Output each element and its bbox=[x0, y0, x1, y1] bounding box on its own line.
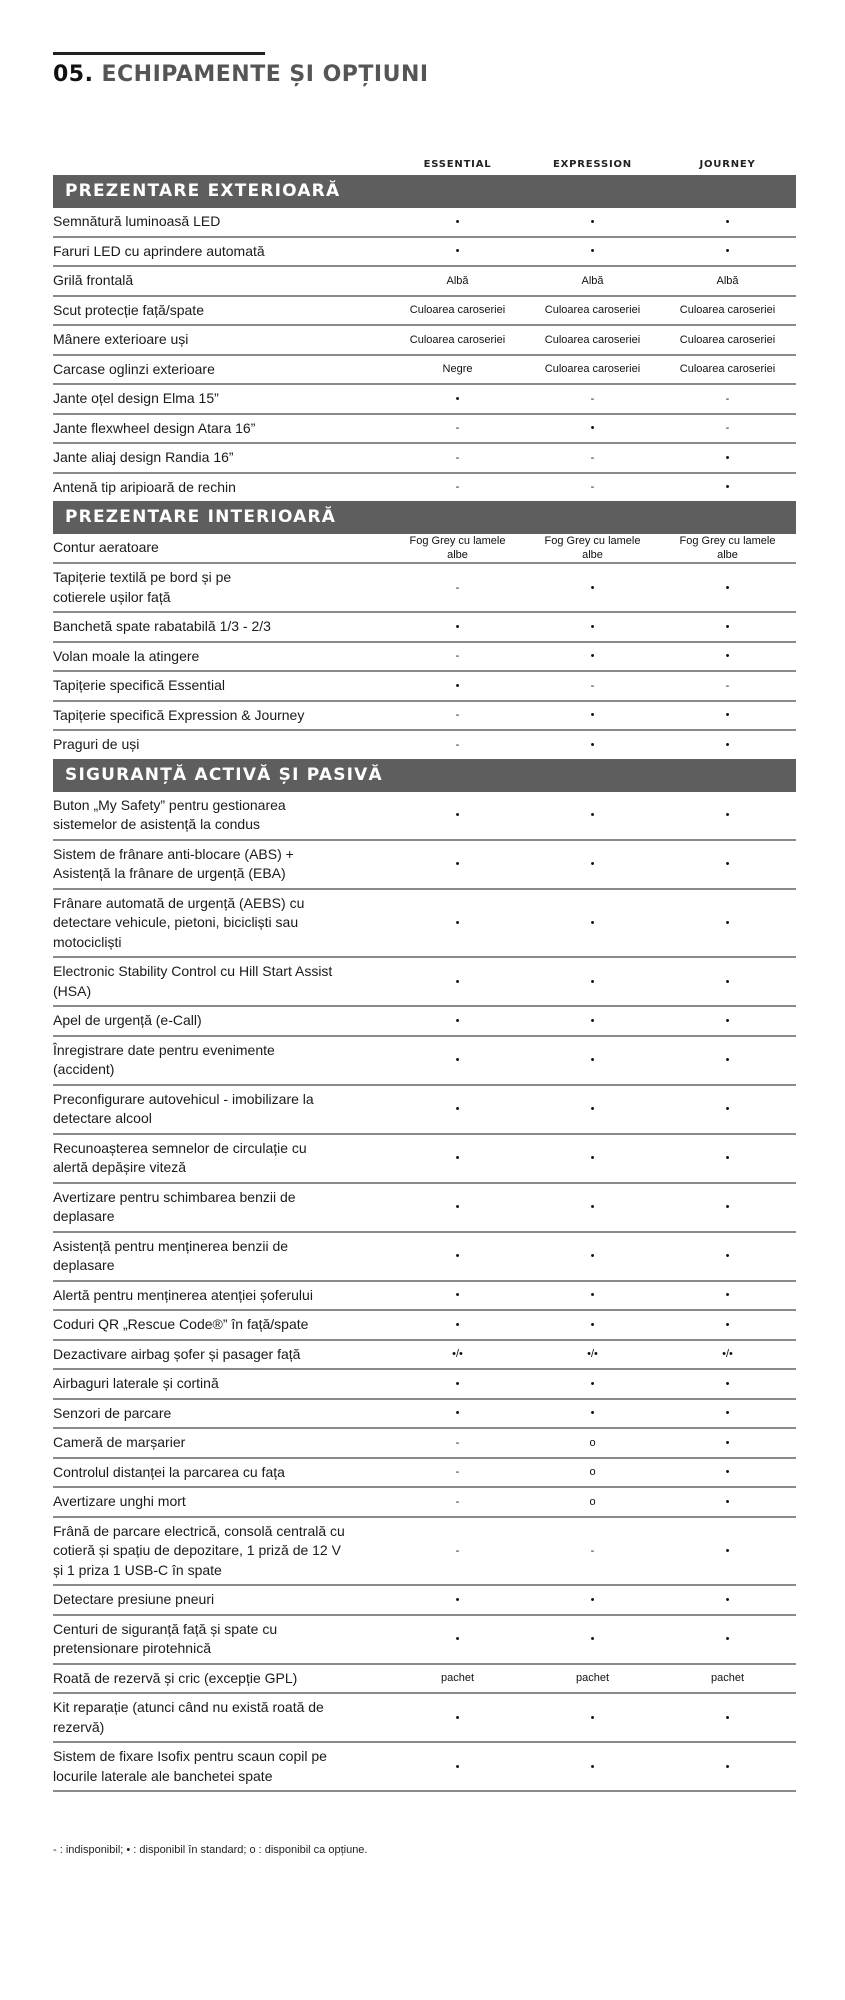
feature-value: • bbox=[590, 1711, 595, 1724]
feature-value: Culoarea caroseriei bbox=[409, 304, 506, 317]
feature-value: - bbox=[590, 392, 595, 405]
column-headers bbox=[53, 154, 796, 175]
feature-value: o bbox=[589, 1495, 596, 1508]
feature-value: • bbox=[725, 1250, 730, 1262]
feature-label: Praguri de uși bbox=[53, 736, 140, 752]
feature-label: Centuri de siguranță față și spate cu pretensionare pirotehnică bbox=[53, 1620, 278, 1656]
feature-value: • bbox=[590, 858, 595, 870]
feature-value: - bbox=[455, 1466, 460, 1479]
feature-value: • bbox=[590, 1152, 595, 1164]
feature-value: • bbox=[590, 975, 595, 988]
feature-label: Buton „My Safety” pentru gestionarea sistemelor de asistență la condus bbox=[53, 796, 286, 832]
feature-value: • bbox=[455, 809, 460, 821]
feature-value: • bbox=[725, 1014, 730, 1027]
feature-label: Contur aeratoare bbox=[53, 539, 159, 556]
table-row bbox=[53, 1086, 796, 1135]
feature-label: Coduri QR „Rescue Code®” în față/spate bbox=[53, 1316, 309, 1332]
feature-value: • bbox=[725, 1054, 730, 1066]
feature-value: • bbox=[455, 1103, 460, 1115]
feature-value: - bbox=[455, 422, 460, 435]
feature-value: - bbox=[725, 679, 730, 692]
section-header: PREZENTARE EXTERIOARĂ bbox=[53, 175, 796, 208]
feature-label: Faruri LED cu aprindere automată bbox=[53, 242, 265, 259]
feature-label: Asistență pentru menținerea benzii de deplasare bbox=[53, 1237, 289, 1273]
feature-label: Senzori de parcare bbox=[53, 1404, 172, 1421]
feature-value: • bbox=[725, 809, 730, 821]
feature-value: • bbox=[725, 1318, 730, 1331]
feature-value: - bbox=[455, 451, 460, 464]
feature-value: • bbox=[725, 738, 730, 751]
feature-value: • bbox=[590, 1201, 595, 1213]
feature-label: Avertizare unghi mort bbox=[53, 1493, 186, 1509]
table-row bbox=[53, 208, 796, 238]
feature-value: • bbox=[455, 1250, 460, 1262]
feature-label: Airbaguri laterale și cortină bbox=[53, 1375, 219, 1391]
feature-value: • bbox=[725, 1436, 730, 1449]
feature-value: • bbox=[590, 245, 595, 258]
feature-value: • bbox=[725, 481, 730, 494]
table-row bbox=[53, 1586, 796, 1616]
feature-value: Culoarea caroseriei bbox=[679, 363, 776, 376]
feature-value: Albă bbox=[716, 274, 739, 287]
table-row bbox=[53, 1233, 796, 1282]
table-row bbox=[53, 1665, 796, 1695]
feature-value: • bbox=[725, 1201, 730, 1213]
feature-label: Tapițerie specifică Essential bbox=[53, 677, 225, 693]
feature-value: • bbox=[455, 215, 460, 228]
table-row bbox=[53, 1282, 796, 1312]
feature-value: • bbox=[725, 581, 730, 594]
feature-value: • bbox=[455, 1593, 460, 1606]
table-row bbox=[53, 958, 796, 1007]
table-row bbox=[53, 1370, 796, 1400]
feature-value: • bbox=[725, 1711, 730, 1724]
feature-value: Culoarea caroseriei bbox=[679, 304, 776, 317]
feature-value: • bbox=[590, 1289, 595, 1302]
table-row bbox=[53, 643, 796, 673]
feature-label: Frână de parcare electrică, consolă centrală cu cotieră și spațiu de depozitare, 1 priză de 12 V și 1 priza 1 USB-C în spate bbox=[53, 1522, 345, 1578]
table-row bbox=[53, 841, 796, 890]
feature-value: pachet bbox=[575, 1672, 610, 1685]
feature-value: • bbox=[725, 1152, 730, 1164]
feature-label: Jante flexwheel design Atara 16” bbox=[53, 419, 256, 436]
table-row bbox=[53, 1135, 796, 1184]
feature-label: Jante aliaj design Randia 16” bbox=[53, 449, 234, 465]
table-row bbox=[53, 890, 796, 959]
feature-value: • bbox=[455, 1014, 460, 1027]
table-row bbox=[53, 1184, 796, 1233]
feature-value: •/• bbox=[452, 1348, 463, 1361]
feature-value: • bbox=[455, 916, 460, 929]
feature-value: - bbox=[455, 1544, 460, 1557]
feature-label: Controlul distanței la parcarea cu fața bbox=[53, 1463, 285, 1480]
feature-value: •/• bbox=[587, 1348, 598, 1361]
feature-value: Fog Grey cu lamele albe bbox=[544, 535, 641, 561]
table-row bbox=[53, 415, 796, 445]
table-row bbox=[53, 1311, 796, 1341]
feature-value: • bbox=[590, 1054, 595, 1066]
feature-label: Sistem de fixare Isofix pentru scaun copil pe locurile laterale ale banchetei spate bbox=[53, 1748, 327, 1784]
feature-value: Culoarea caroseriei bbox=[544, 333, 641, 346]
table-row bbox=[53, 385, 796, 415]
feature-label: Detectare presiune pneuri bbox=[53, 1591, 215, 1607]
feature-value: • bbox=[590, 620, 595, 633]
feature-value: • bbox=[725, 916, 730, 929]
feature-value: • bbox=[725, 245, 730, 258]
table-row bbox=[53, 1743, 796, 1792]
feature-value: • bbox=[455, 1633, 460, 1645]
section-number: 05. bbox=[53, 62, 94, 87]
table-row bbox=[53, 672, 796, 702]
table-row bbox=[53, 613, 796, 643]
feature-label: Înregistrare date pentru evenimente (accident) bbox=[53, 1041, 275, 1077]
feature-label: Preconfigurare autovehicul - imobilizare la detectare alcool bbox=[53, 1090, 314, 1126]
table-row bbox=[53, 702, 796, 732]
feature-value: - bbox=[590, 1544, 595, 1557]
feature-label: Volan moale la atingere bbox=[53, 647, 200, 664]
table-row bbox=[53, 534, 796, 564]
feature-value: - bbox=[455, 1495, 460, 1508]
feature-value: - bbox=[590, 679, 595, 692]
table-row bbox=[53, 474, 796, 502]
feature-value: • bbox=[455, 1289, 460, 1302]
section-title: ECHIPAMENTE ȘI OPȚIUNI bbox=[101, 62, 429, 87]
table-row bbox=[53, 1488, 796, 1518]
section-header: PREZENTARE INTERIOARĂ bbox=[53, 501, 796, 534]
feature-value: • bbox=[590, 1633, 595, 1645]
feature-value: • bbox=[455, 858, 460, 870]
feature-value: - bbox=[455, 650, 460, 663]
feature-label: Sistem de frânare anti-blocare (ABS) + Asistență la frânare de urgență (EBA) bbox=[53, 845, 294, 881]
legend-footnote: - : indisponibil; • : disponibil în standard; o : disponibil ca opțiune. bbox=[53, 1844, 368, 1856]
feature-value: • bbox=[590, 709, 595, 722]
feature-label: Grilă frontală bbox=[53, 272, 134, 288]
column-header-journey: JOURNEY bbox=[699, 159, 756, 170]
feature-value: • bbox=[455, 975, 460, 988]
feature-value: • bbox=[455, 1407, 460, 1420]
table-row bbox=[53, 356, 796, 386]
feature-value: • bbox=[590, 1250, 595, 1262]
feature-label: Banchetă spate rabatabilă 1/3 - 2/3 bbox=[53, 618, 271, 634]
feature-value: • bbox=[590, 1760, 595, 1773]
feature-value: • bbox=[725, 650, 730, 663]
feature-value: - bbox=[725, 422, 730, 435]
table-row bbox=[53, 297, 796, 327]
feature-value: pachet bbox=[710, 1672, 745, 1685]
feature-label: Tapițerie textilă pe bord și pe cotierele ușilor față bbox=[53, 569, 232, 605]
feature-label: Alertă pentru menținerea atenției șoferului bbox=[53, 1286, 313, 1303]
feature-label: Carcase oglinzi exterioare bbox=[53, 360, 215, 377]
feature-value: o bbox=[589, 1466, 596, 1479]
table-row bbox=[53, 1616, 796, 1665]
feature-value: Culoarea caroseriei bbox=[679, 333, 776, 346]
feature-value: - bbox=[590, 451, 595, 464]
feature-value: Culoarea caroseriei bbox=[544, 363, 641, 376]
table-row bbox=[53, 444, 796, 474]
feature-value: • bbox=[455, 245, 460, 258]
feature-value: • bbox=[590, 215, 595, 228]
feature-value: • bbox=[725, 1760, 730, 1773]
feature-value: - bbox=[590, 481, 595, 494]
feature-value: • bbox=[455, 1760, 460, 1773]
feature-value: o bbox=[589, 1436, 596, 1449]
feature-value: - bbox=[455, 481, 460, 494]
feature-value: • bbox=[725, 1407, 730, 1420]
feature-value: • bbox=[725, 451, 730, 464]
feature-value: • bbox=[725, 215, 730, 228]
feature-label: Apel de urgență (e-Call) bbox=[53, 1012, 202, 1028]
feature-value: •/• bbox=[722, 1348, 733, 1361]
table-row bbox=[53, 564, 796, 613]
feature-value: • bbox=[590, 581, 595, 594]
page-title bbox=[53, 62, 429, 87]
table-row bbox=[53, 1459, 796, 1489]
feature-value: • bbox=[725, 709, 730, 722]
section-header: SIGURANȚĂ ACTIVĂ ȘI PASIVĂ bbox=[53, 759, 796, 792]
feature-label: Scut protecție față/spate bbox=[53, 301, 204, 318]
feature-value: - bbox=[725, 392, 730, 405]
feature-value: • bbox=[590, 1593, 595, 1606]
table-row bbox=[53, 1518, 796, 1587]
feature-value: Culoarea caroseriei bbox=[544, 304, 641, 317]
feature-label: Electronic Stability Control cu Hill Start Assist (HSA) bbox=[53, 963, 333, 999]
feature-value: - bbox=[455, 581, 460, 594]
feature-value: • bbox=[590, 422, 595, 435]
column-header-essential: ESSENTIAL bbox=[423, 159, 492, 170]
feature-value: Culoarea caroseriei bbox=[409, 333, 506, 346]
column-header-expression: EXPRESSION bbox=[553, 159, 632, 170]
feature-value: • bbox=[590, 1103, 595, 1115]
feature-value: Albă bbox=[446, 274, 469, 287]
feature-value: • bbox=[725, 858, 730, 870]
feature-value: pachet bbox=[440, 1672, 475, 1685]
table-row bbox=[53, 1429, 796, 1459]
feature-value: • bbox=[725, 1544, 730, 1557]
feature-label: Cameră de marșarier bbox=[53, 1434, 186, 1450]
feature-value: Negre bbox=[442, 363, 473, 376]
feature-value: • bbox=[725, 1289, 730, 1302]
table-row bbox=[53, 1694, 796, 1743]
feature-label: Dezactivare airbag șofer și pasager față bbox=[53, 1345, 301, 1362]
table-row bbox=[53, 1037, 796, 1086]
table-row bbox=[53, 238, 796, 268]
table-row bbox=[53, 267, 796, 297]
feature-value: • bbox=[725, 1466, 730, 1479]
feature-value: • bbox=[455, 1201, 460, 1213]
feature-label: Tapițerie specifică Expression & Journey bbox=[53, 706, 305, 723]
feature-value: • bbox=[455, 1711, 460, 1724]
table-row bbox=[53, 1400, 796, 1430]
feature-label: Semnătură luminoasă LED bbox=[53, 213, 221, 229]
feature-value: • bbox=[590, 738, 595, 751]
feature-value: • bbox=[455, 679, 460, 692]
feature-value: • bbox=[590, 916, 595, 929]
feature-value: • bbox=[590, 1407, 595, 1420]
feature-value: • bbox=[725, 1633, 730, 1645]
feature-value: - bbox=[455, 709, 460, 722]
table-row bbox=[53, 731, 796, 759]
feature-value: • bbox=[455, 1377, 460, 1390]
feature-label: Roată de rezervă și cric (excepție GPL) bbox=[53, 1669, 298, 1686]
feature-label: Jante oțel design Elma 15” bbox=[53, 390, 219, 406]
feature-value: • bbox=[590, 650, 595, 663]
feature-value: • bbox=[455, 620, 460, 633]
feature-value: • bbox=[725, 1593, 730, 1606]
feature-value: • bbox=[725, 1103, 730, 1115]
feature-value: • bbox=[725, 1495, 730, 1508]
title-rule bbox=[53, 52, 265, 55]
table-row bbox=[53, 1007, 796, 1037]
feature-label: Kit reparație (atunci când nu există roată de rezervă) bbox=[53, 1699, 324, 1735]
table-row bbox=[53, 792, 796, 841]
feature-label: Recunoașterea semnelor de circulație cu alertă depășire viteză bbox=[53, 1139, 307, 1175]
feature-value: • bbox=[590, 1318, 595, 1331]
feature-value: - bbox=[455, 738, 460, 751]
feature-value: • bbox=[455, 1318, 460, 1331]
feature-value: - bbox=[455, 1436, 460, 1449]
feature-value: Fog Grey cu lamele albe bbox=[409, 535, 506, 561]
feature-value: • bbox=[455, 1152, 460, 1164]
equipment-table bbox=[53, 154, 796, 1792]
feature-value: Fog Grey cu lamele albe bbox=[679, 535, 776, 561]
feature-label: Antenă tip aripioară de rechin bbox=[53, 478, 236, 495]
feature-value: • bbox=[725, 620, 730, 633]
table-row bbox=[53, 326, 796, 356]
feature-value: • bbox=[590, 1014, 595, 1027]
feature-value: • bbox=[455, 1054, 460, 1066]
feature-value: • bbox=[455, 392, 460, 405]
feature-label: Mânere exterioare uși bbox=[53, 331, 189, 347]
feature-value: • bbox=[725, 975, 730, 988]
feature-value: • bbox=[590, 1377, 595, 1390]
feature-label: Avertizare pentru schimbarea benzii de deplasare bbox=[53, 1188, 296, 1224]
feature-label: Frânare automată de urgență (AEBS) cu detectare vehicule, pietoni, bicicliști sau motocicliști bbox=[53, 894, 305, 950]
table-row bbox=[53, 1341, 796, 1371]
feature-value: Albă bbox=[581, 274, 604, 287]
feature-value: • bbox=[590, 809, 595, 821]
feature-value: • bbox=[725, 1377, 730, 1390]
